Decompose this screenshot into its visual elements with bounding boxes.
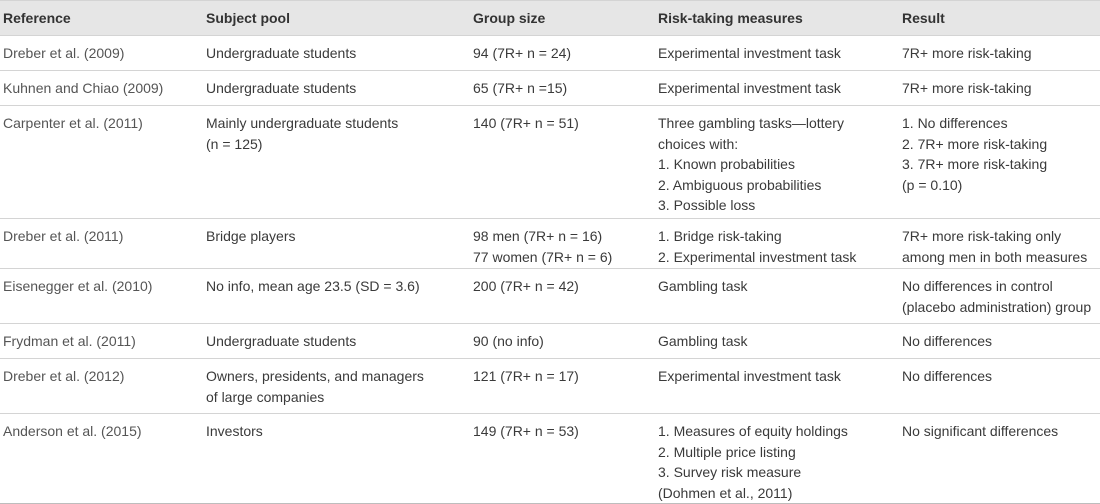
cell-result (899, 324, 1100, 359)
cell-risk-taking-measures (655, 269, 899, 324)
cell-group-size (470, 269, 655, 324)
cell-group-size (470, 359, 655, 414)
cell-line: No differences in control (902, 278, 1053, 294)
cell-line: 2. Multiple price listing (658, 443, 796, 460)
cell-reference: Dreber et al. (2012) (0, 359, 203, 414)
cell-line: 149 (7R+ n = 53) (473, 423, 579, 439)
cell-result (899, 71, 1100, 106)
table-row (0, 414, 1100, 504)
cell-risk-taking-measures (655, 219, 899, 269)
cell-risk-taking-measures (655, 36, 899, 71)
header-result: Result (899, 1, 1100, 36)
table-row (0, 269, 1100, 324)
cell-reference: Dreber et al. (2009) (0, 36, 203, 71)
table-row (0, 359, 1100, 414)
cell-subject-pool (203, 106, 470, 219)
cell-reference: Eisenegger et al. (2010) (0, 269, 203, 324)
cell-group-size (470, 219, 655, 269)
cell-line: Investors (206, 423, 263, 439)
cell-result (899, 36, 1100, 71)
cell-line: (placebo administration) group (902, 298, 1092, 315)
cell-subject-pool (203, 359, 470, 414)
cell-subject-pool (203, 414, 470, 504)
cell-line: choices with: (658, 135, 739, 152)
cell-risk-taking-measures (655, 359, 899, 414)
table-body (0, 36, 1100, 504)
cell-line: (n = 125) (206, 135, 263, 152)
cell-line: 7R+ more risk-taking (902, 45, 1032, 61)
cell-result (899, 269, 1100, 324)
table-row (0, 71, 1100, 106)
cell-group-size (470, 324, 655, 359)
cell-line: (p = 0.10) (902, 176, 963, 193)
cell-line: 7R+ more risk-taking only (902, 228, 1062, 244)
cell-line: Undergraduate students (206, 45, 357, 61)
cell-reference: Kuhnen and Chiao (2009) (0, 71, 203, 106)
cell-group-size (470, 36, 655, 71)
cell-line: 1. Known probabilities (658, 156, 795, 172)
cell-reference: Anderson et al. (2015) (0, 414, 203, 504)
cell-line: Experimental investment task (658, 368, 841, 384)
cell-risk-taking-measures (655, 324, 899, 359)
table-row (0, 324, 1100, 359)
cell-line: (Dohmen et al., 2011) (658, 484, 793, 501)
cell-line: 2. Ambiguous probabilities (658, 176, 822, 193)
cell-group-size (470, 106, 655, 219)
cell-line: 1. Measures of equity holdings (658, 423, 848, 439)
cell-line: Undergraduate students (206, 333, 357, 349)
cell-line: 1. Bridge risk-taking (658, 228, 782, 244)
cell-subject-pool (203, 269, 470, 324)
cell-result (899, 219, 1100, 269)
table-row (0, 106, 1100, 219)
cell-line: 90 (no info) (473, 333, 544, 349)
cell-line: Experimental investment task (658, 80, 841, 96)
cell-subject-pool (203, 36, 470, 71)
cell-line: Gambling task (658, 333, 748, 349)
cell-line: among men in both measures (902, 248, 1088, 265)
cell-line: Experimental investment task (658, 45, 841, 61)
cell-line: No info, mean age 23.5 (SD = 3.6) (206, 278, 420, 294)
cell-group-size (470, 414, 655, 504)
cell-line: 200 (7R+ n = 42) (473, 278, 579, 294)
header-risk-taking-measures: Risk-taking measures (655, 1, 899, 36)
cell-result (899, 414, 1100, 504)
cell-line: 3. 7R+ more risk-taking (902, 156, 1048, 172)
table-header (0, 1, 1100, 36)
header-row (0, 1, 1100, 36)
cell-risk-taking-measures (655, 71, 899, 106)
cell-line: 94 (7R+ n = 24) (473, 45, 572, 61)
cell-risk-taking-measures (655, 106, 899, 219)
cell-line: No significant differences (902, 423, 1059, 439)
cell-line: 140 (7R+ n = 51) (473, 115, 579, 131)
cell-line: 7R+ more risk-taking (902, 80, 1032, 96)
cell-line: Bridge players (206, 228, 296, 244)
header-reference: Reference (0, 1, 203, 36)
header-subject-pool: Subject pool (203, 1, 470, 36)
cell-line: 3. Possible loss (658, 197, 756, 213)
cell-subject-pool (203, 71, 470, 106)
cell-line: Mainly undergraduate students (206, 115, 399, 131)
table-row (0, 36, 1100, 71)
cell-line: 98 men (7R+ n = 16) (473, 228, 603, 244)
cell-line: 1. No differences (902, 115, 1008, 131)
cell-line: 65 (7R+ n =15) (473, 80, 568, 96)
cell-reference: Frydman et al. (2011) (0, 324, 203, 359)
cell-line: 2. Experimental investment task (658, 248, 857, 265)
cell-line: Three gambling tasks—lottery (658, 115, 844, 131)
cell-line: No differences (902, 368, 993, 384)
cell-line: Undergraduate students (206, 80, 357, 96)
cell-subject-pool (203, 219, 470, 269)
cell-line: of large companies (206, 388, 325, 405)
cell-line: No differences (902, 333, 993, 349)
header-group-size: Group size (470, 1, 655, 36)
cell-line: 121 (7R+ n = 17) (473, 368, 579, 384)
cell-line: 2. 7R+ more risk-taking (902, 135, 1048, 152)
cell-result (899, 359, 1100, 414)
cell-line: Gambling task (658, 278, 748, 294)
cell-result (899, 106, 1100, 219)
cell-reference: Carpenter et al. (2011) (0, 106, 203, 219)
cell-line: Owners, presidents, and managers (206, 368, 424, 384)
cell-risk-taking-measures (655, 414, 899, 504)
cell-reference: Dreber et al. (2011) (0, 219, 203, 269)
table-row (0, 219, 1100, 269)
cell-group-size (470, 71, 655, 106)
cell-subject-pool (203, 324, 470, 359)
cell-line: 3. Survey risk measure (658, 464, 802, 480)
cell-line: 77 women (7R+ n = 6) (473, 248, 613, 265)
